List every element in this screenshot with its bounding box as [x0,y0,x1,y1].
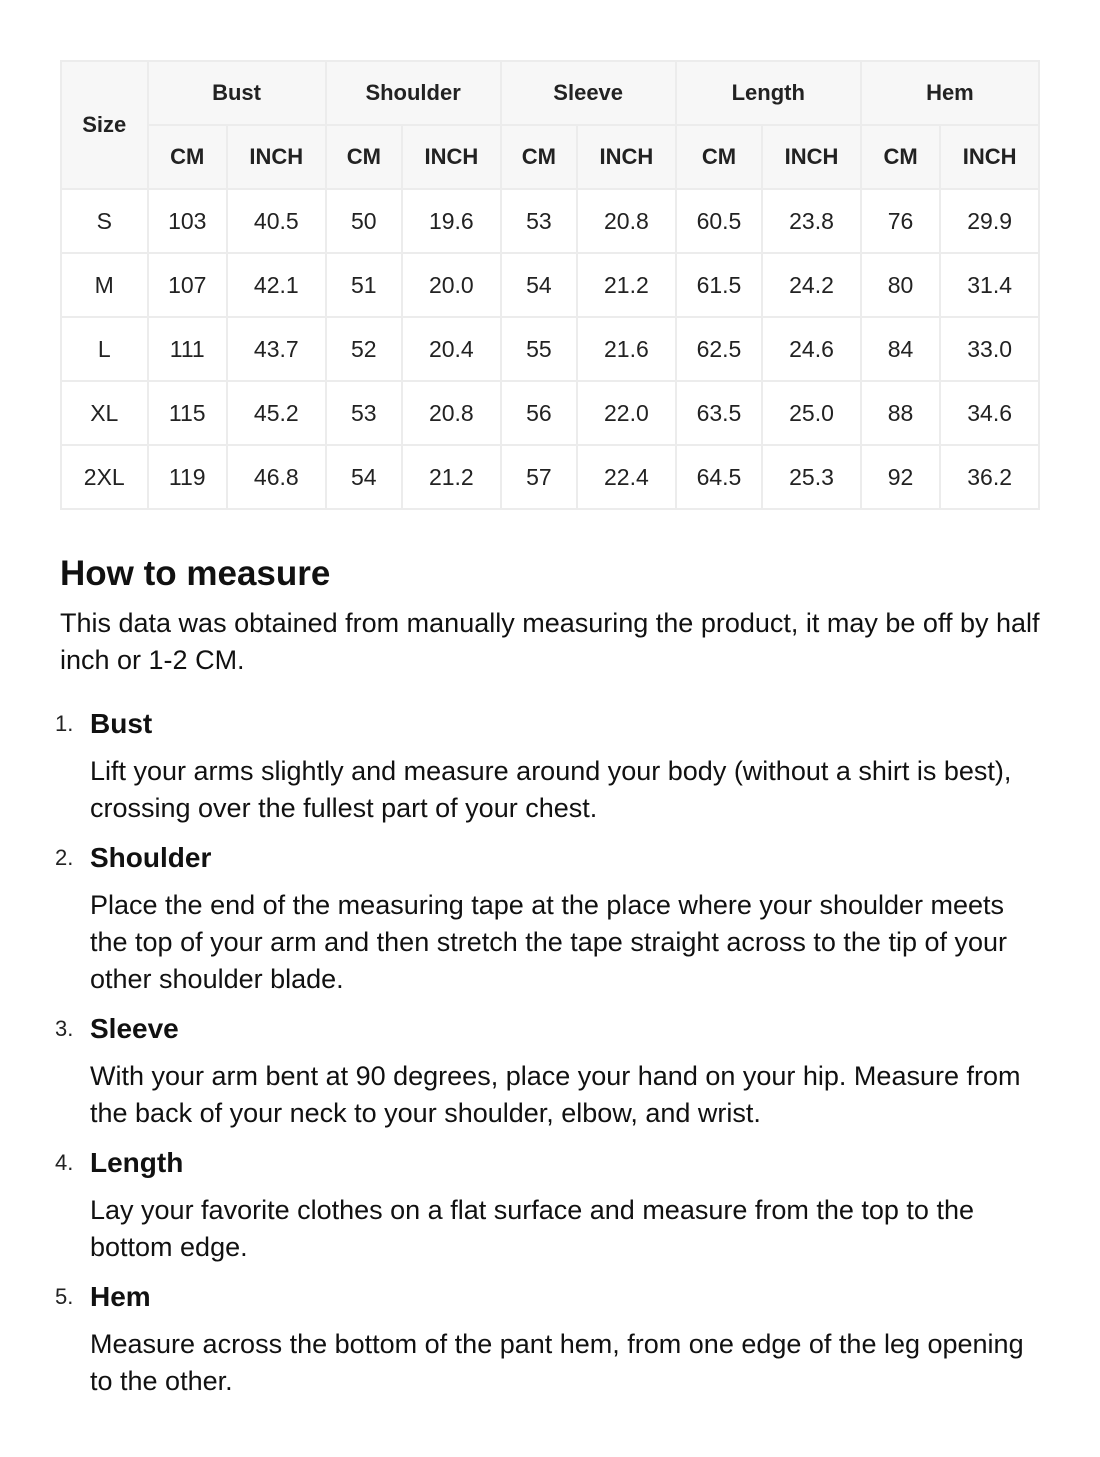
bust-cm-cell: 103 [148,189,227,253]
bust-cm-cell: 107 [148,253,227,317]
length-inch-cell: 23.8 [762,189,861,253]
hem-cm-cell: 84 [861,317,940,381]
length-inch-cell: 24.2 [762,253,861,317]
group-header-sleeve: Sleeve [501,61,676,125]
hem-inch-cell: 31.4 [940,253,1039,317]
sleeve-cm-cell: 55 [501,317,577,381]
length-inch-cell: 24.6 [762,317,861,381]
length-inch-cell: 25.0 [762,381,861,445]
sleeve-inch-cell: 20.8 [577,189,676,253]
step-title: Shoulder [90,842,212,873]
shoulder-inch-cell: 19.6 [402,189,501,253]
list-item [55,1280,1040,1400]
step-description: Measure across the bottom of the pant hem, from one edge of the leg opening to the other. [90,1329,1024,1396]
size-chart-table [60,60,1040,510]
step-description: Lay your favorite clothes on a flat surface and measure from the top to the bottom edge. [90,1195,974,1262]
unit-header-cm: CM [861,125,940,189]
unit-header-inch: INCH [762,125,861,189]
bust-inch-cell: 42.1 [227,253,326,317]
sleeve-cm-cell: 54 [501,253,577,317]
unit-header-cm: CM [148,125,227,189]
step-number: 3. [55,1016,74,1041]
length-cm-cell: 60.5 [676,189,763,253]
bust-inch-cell: 40.5 [227,189,326,253]
step-title: Sleeve [90,1013,179,1044]
sleeve-cm-cell: 57 [501,445,577,509]
length-cm-cell: 64.5 [676,445,763,509]
bust-cm-cell: 111 [148,317,227,381]
hem-cm-cell: 92 [861,445,940,509]
list-item [55,1012,1040,1132]
group-header-shoulder: Shoulder [326,61,501,125]
shoulder-cm-cell: 50 [326,189,402,253]
shoulder-cm-cell: 52 [326,317,402,381]
table-header [61,61,1039,189]
hem-inch-cell: 34.6 [940,381,1039,445]
length-cm-cell: 63.5 [676,381,763,445]
bust-cm-cell: 119 [148,445,227,509]
hem-inch-cell: 33.0 [940,317,1039,381]
step-description: Place the end of the measuring tape at the place where your shoulder meets the top of your arm and then stretch the tape straight across to the tip of your other shoulder blade. [90,890,1008,994]
table-row [61,253,1039,317]
sleeve-inch-cell: 22.4 [577,445,676,509]
size-cell: L [61,317,148,381]
bust-inch-cell: 43.7 [227,317,326,381]
unit-header-inch: INCH [227,125,326,189]
table-body [61,189,1039,509]
sleeve-cm-cell: 53 [501,189,577,253]
sleeve-cm-cell: 56 [501,381,577,445]
group-header-hem: Hem [861,61,1039,125]
step-title: Bust [90,708,153,739]
hem-cm-cell: 80 [861,253,940,317]
list-item [55,1146,1040,1266]
step-title: Hem [90,1281,151,1312]
shoulder-inch-cell: 21.2 [402,445,501,509]
hem-cm-cell: 76 [861,189,940,253]
step-number: 1. [55,711,74,736]
size-guide [55,60,1040,1414]
group-header-length: Length [676,61,861,125]
how-to-measure-title: How to measure [60,554,331,593]
step-description: With your arm bent at 90 degrees, place your hand on your hip. Measure from the back of your neck to your shoulder, elbow, and wrist. [90,1061,1021,1128]
list-item [55,841,1040,998]
list-item [55,707,1040,827]
bust-inch-cell: 45.2 [227,381,326,445]
length-cm-cell: 62.5 [676,317,763,381]
length-cm-cell: 61.5 [676,253,763,317]
table-row [61,189,1039,253]
step-number: 5. [55,1284,74,1309]
group-header-bust: Bust [148,61,326,125]
step-number: 4. [55,1150,74,1175]
shoulder-inch-cell: 20.8 [402,381,501,445]
table-row [61,381,1039,445]
shoulder-cm-cell: 53 [326,381,402,445]
size-cell: 2XL [61,445,148,509]
unit-header-inch: INCH [940,125,1039,189]
size-header: Size [61,61,148,189]
size-cell: M [61,253,148,317]
sleeve-inch-cell: 22.0 [577,381,676,445]
header-row-units [61,125,1039,189]
header-row-groups [61,61,1039,125]
unit-header-inch: INCH [402,125,501,189]
shoulder-cm-cell: 51 [326,253,402,317]
unit-header-cm: CM [676,125,763,189]
measure-steps-list [55,707,1040,1400]
shoulder-inch-cell: 20.0 [402,253,501,317]
hem-inch-cell: 36.2 [940,445,1039,509]
unit-header-cm: CM [501,125,577,189]
size-cell: XL [61,381,148,445]
shoulder-cm-cell: 54 [326,445,402,509]
sleeve-inch-cell: 21.2 [577,253,676,317]
unit-header-inch: INCH [577,125,676,189]
intro-text: This data was obtained from manually measuring the product, it may be off by half inch or 1-2 CM. [60,608,1040,675]
shoulder-inch-cell: 20.4 [402,317,501,381]
step-title: Length [90,1147,184,1178]
bust-inch-cell: 46.8 [227,445,326,509]
size-cell: S [61,189,148,253]
bust-cm-cell: 115 [148,381,227,445]
unit-header-cm: CM [326,125,402,189]
table-row [61,317,1039,381]
hem-cm-cell: 88 [861,381,940,445]
step-number: 2. [55,845,74,870]
table-row [61,445,1039,509]
step-description: Lift your arms slightly and measure around your body (without a shirt is best), crossing over the fullest part of your chest. [90,756,1012,823]
sleeve-inch-cell: 21.6 [577,317,676,381]
hem-inch-cell: 29.9 [940,189,1039,253]
length-inch-cell: 25.3 [762,445,861,509]
